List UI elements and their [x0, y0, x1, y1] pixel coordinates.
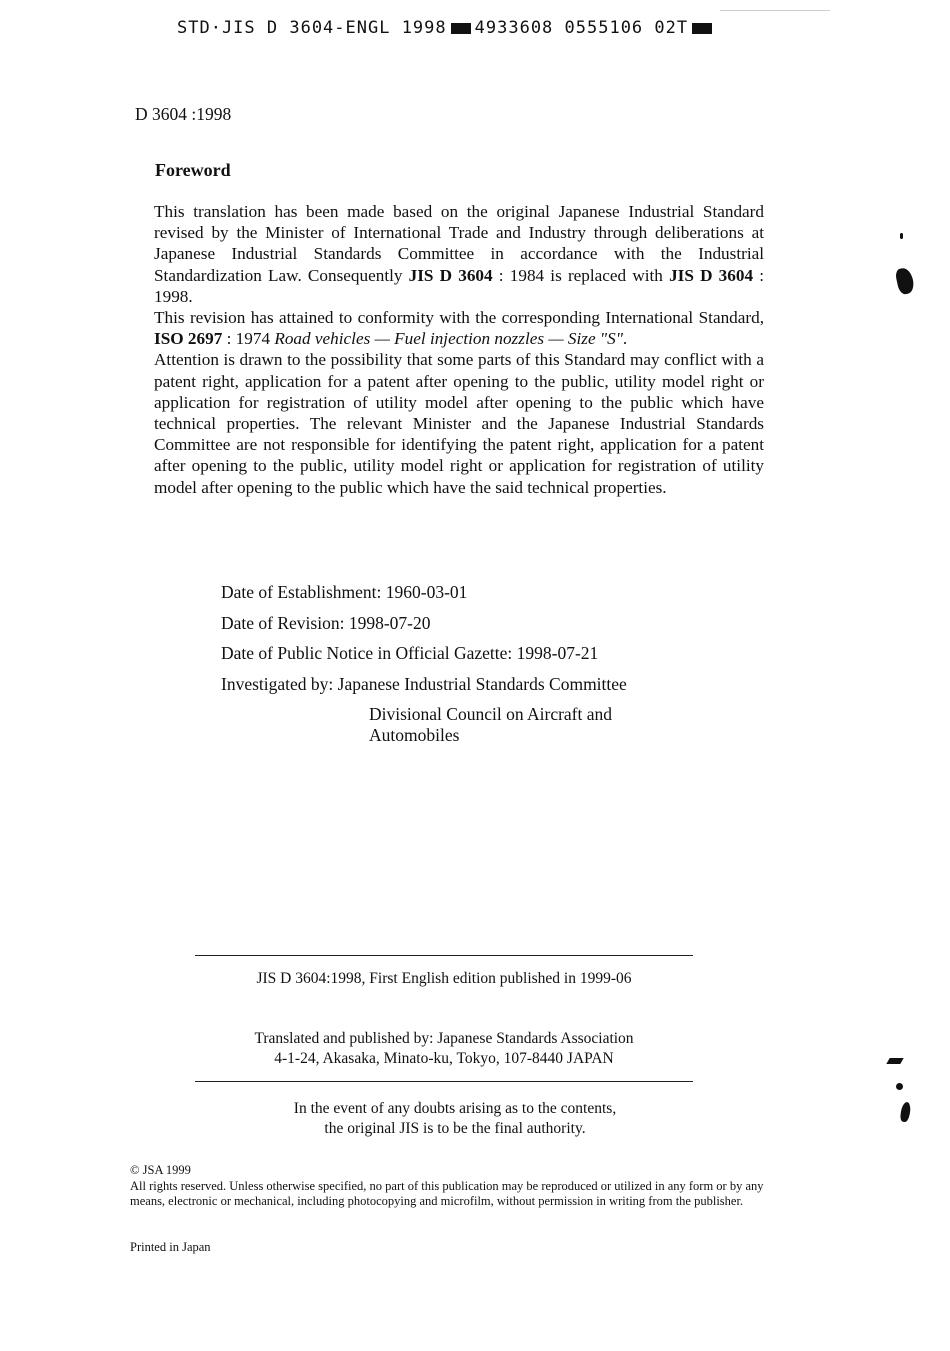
legal-notice: [130, 1163, 780, 1210]
rights-text: All rights reserved. Unless otherwise specified, no part of this publication may be reproduced or utilized in any form or by any means, electronic or mechanical, including photocopying and microfilm, without permission in writing from the publisher.: [130, 1178, 764, 1208]
scan-speck: [900, 233, 903, 239]
divider-bottom: [195, 1081, 693, 1082]
header-middle-code: 4933608 0555106 02T: [474, 18, 689, 38]
foreword-paragraph-3: Attention is drawn to the possibility that some parts of this Standard may conflict with a patent right, application for a patent after opening to the public, utility model right or application for registration of utility model after opening to the public which have technical properties. The relevant Minister and the Japanese Industrial Standards Committee are not responsible for identifying the patent right, application for a patent after opening to the public, utility model right or application for registration of utility model after opening to the public which have the said technical properties.: [154, 350, 764, 497]
investigated-by: Investigated by: Japanese Industrial Standards Committee: [221, 673, 627, 694]
standard-ref-old: JIS D 3604: [408, 265, 493, 285]
publisher-block: [195, 1029, 693, 1069]
standard-ref-new: JIS D 3604: [669, 265, 754, 285]
authority-line-2: the original JIS is to be the final authority.: [324, 1120, 586, 1137]
authority-line-1: In the event of any doubts arising as to the contents,: [293, 1100, 617, 1117]
scan-speck: [886, 1058, 903, 1064]
iso-title: Road vehicles — Fuel injection nozzles — Size "S": [274, 329, 623, 349]
edition-note: JIS D 3604:1998, First English edition published in 1999-06: [256, 970, 632, 987]
header-left-code: STD·JIS D 3604-ENGL 1998: [177, 18, 447, 38]
scan-blot: [894, 267, 915, 296]
foreword-body: [154, 201, 764, 498]
iso-ref: ISO 2697: [154, 329, 223, 349]
document-number: D 3604 :1998: [135, 104, 232, 124]
divider-top: [195, 955, 693, 956]
council-line-2: Automobiles: [369, 725, 460, 745]
date-establishment: Date of Establishment: 1960-03-01: [221, 582, 468, 602]
date-public-notice: Date of Public Notice in Official Gazette: 1998-07-21: [221, 643, 599, 663]
copyright-line: © JSA 1999: [130, 1163, 191, 1177]
scan-blot: [899, 1101, 911, 1122]
header-block-mark: [692, 23, 712, 34]
foreword-paragraph-1: This translation has been made based on the original Japanese Industrial Standard revised by the Minister of International Trade and Industry through deliberations at Japanese Industrial Standards Committee in accordance with the Industrial Standardization Law. Consequently JIS D 3604 : 1984 is replaced with JIS D 3604 : 1998.: [154, 202, 764, 306]
foreword-heading: Foreword: [155, 160, 231, 180]
publisher-line-1: Translated and published by: Japanese Standards Association: [254, 1030, 634, 1047]
header-block-mark: [451, 23, 471, 34]
date-revision: Date of Revision: 1998-07-20: [221, 612, 431, 633]
publisher-line-2: 4-1-24, Akasaka, Minato-ku, Tokyo, 107-8440 JAPAN: [274, 1050, 614, 1067]
scan-speck: [896, 1083, 903, 1090]
printed-in: Printed in Japan: [130, 1240, 211, 1254]
foreword-paragraph-2: This revision has attained to conformity with the corresponding International Standard, ISO 2697 : 1974 Road vehicles — Fuel injection nozzles — Size "S".: [154, 308, 764, 349]
authority-note: [205, 1099, 705, 1139]
top-edge-line: [720, 10, 830, 11]
dates-block: [221, 582, 627, 746]
print-header: [177, 18, 716, 38]
council-line-1: Divisional Council on Aircraft and: [369, 704, 613, 724]
